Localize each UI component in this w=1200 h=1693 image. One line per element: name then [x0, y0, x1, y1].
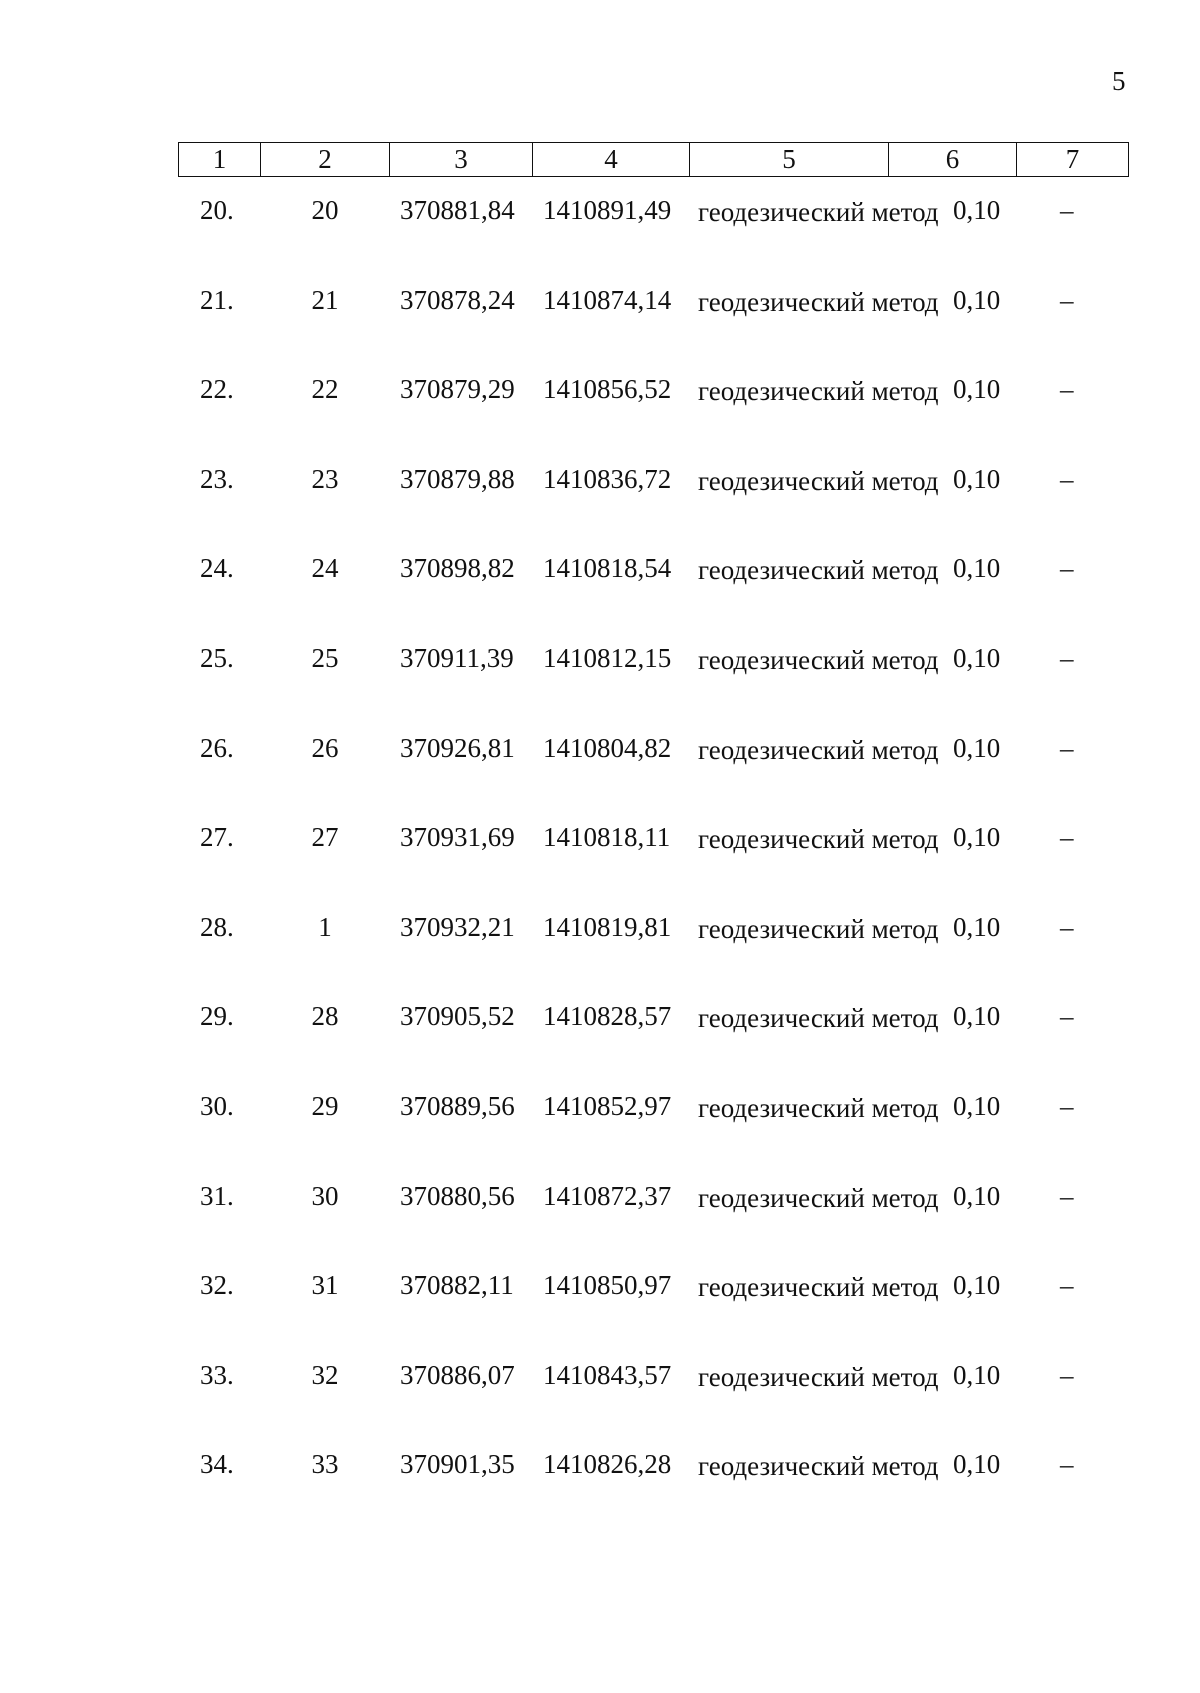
note-cell: – — [1060, 642, 1074, 673]
note-cell: – — [1060, 1449, 1074, 1480]
point-number: 23 — [311, 463, 339, 494]
y-coordinate: 1410891,49 — [543, 195, 672, 225]
determination-method: геодезический метод — [698, 1451, 939, 1482]
point-number: 29 — [311, 1090, 339, 1121]
row-number: 33. — [200, 1359, 234, 1390]
y-coordinate: 1410872,37 — [543, 1180, 672, 1211]
row-number: 31. — [200, 1180, 234, 1211]
point-number: 22 — [311, 374, 339, 405]
table-row — [0, 728, 1200, 818]
header-cell: 3 — [390, 143, 533, 177]
accuracy-value: 0,10 — [953, 642, 1001, 673]
x-coordinate: 370881,84 — [400, 195, 515, 225]
x-coordinate: 370901,35 — [400, 1449, 515, 1480]
page-number: 5 — [1112, 66, 1126, 96]
note-cell: – — [1060, 284, 1074, 315]
y-coordinate: 1410804,82 — [543, 732, 672, 763]
row-number: 21. — [200, 284, 234, 315]
x-coordinate: 370889,56 — [400, 1090, 515, 1121]
determination-method: геодезический метод — [698, 555, 939, 586]
y-coordinate: 1410874,14 — [543, 284, 672, 315]
row-number: 20. — [200, 195, 234, 225]
y-coordinate: 1410819,81 — [543, 911, 672, 942]
x-coordinate: 370886,07 — [400, 1359, 515, 1390]
point-number: 26 — [311, 732, 339, 763]
table-row — [0, 907, 1200, 997]
y-coordinate: 1410843,57 — [543, 1359, 672, 1390]
determination-method: геодезический метод — [698, 1361, 939, 1392]
accuracy-value: 0,10 — [953, 1359, 1001, 1390]
point-number: 20 — [311, 195, 339, 225]
determination-method: геодезический метод — [698, 1182, 939, 1213]
table-row — [0, 1444, 1200, 1534]
note-cell: – — [1060, 1270, 1074, 1301]
y-coordinate: 1410836,72 — [543, 463, 672, 494]
x-coordinate: 370932,21 — [400, 911, 515, 942]
determination-method: геодезический метод — [698, 465, 939, 496]
point-number: 28 — [311, 1001, 339, 1032]
header-cell: 7 — [1017, 143, 1129, 177]
header-cell: 4 — [533, 143, 690, 177]
note-cell: – — [1060, 374, 1074, 405]
row-number: 25. — [200, 642, 234, 673]
accuracy-value: 0,10 — [953, 553, 1001, 584]
x-coordinate: 370905,52 — [400, 1001, 515, 1032]
row-number: 30. — [200, 1090, 234, 1121]
header-cell: 1 — [179, 143, 261, 177]
x-coordinate: 370926,81 — [400, 732, 515, 763]
row-number: 34. — [200, 1449, 234, 1480]
y-coordinate: 1410852,97 — [543, 1090, 672, 1121]
note-cell: – — [1060, 1090, 1074, 1121]
table-row — [0, 548, 1200, 638]
header-cell: 5 — [690, 143, 889, 177]
note-cell: – — [1060, 463, 1074, 494]
accuracy-value: 0,10 — [953, 822, 1001, 853]
table-row — [0, 817, 1200, 907]
y-coordinate: 1410818,54 — [543, 553, 672, 584]
header-cell: 2 — [261, 143, 390, 177]
header-row — [179, 143, 1129, 177]
determination-method: геодезический метод — [698, 376, 939, 407]
table-row — [0, 1265, 1200, 1355]
y-coordinate: 1410818,11 — [543, 822, 671, 853]
table-row — [0, 638, 1200, 728]
determination-method: геодезический метод — [698, 644, 939, 675]
y-coordinate: 1410812,15 — [543, 642, 672, 673]
note-cell: – — [1060, 911, 1074, 942]
x-coordinate: 370878,24 — [400, 284, 515, 315]
table-row — [0, 1086, 1200, 1176]
determination-method: геодезический метод — [698, 1272, 939, 1303]
table-row — [0, 369, 1200, 459]
determination-method: геодезический метод — [698, 734, 939, 765]
point-number: 33 — [311, 1449, 339, 1480]
determination-method: геодезический метод — [698, 1092, 939, 1123]
x-coordinate: 370931,69 — [400, 822, 515, 853]
note-cell: – — [1060, 553, 1074, 584]
x-coordinate: 370898,82 — [400, 553, 515, 584]
accuracy-value: 0,10 — [953, 374, 1001, 405]
point-number: 1 — [318, 911, 332, 942]
table-row — [0, 280, 1200, 370]
row-number: 23. — [200, 463, 234, 494]
note-cell: – — [1060, 1001, 1074, 1032]
coordinates-table-body — [0, 190, 1200, 1534]
accuracy-value: 0,10 — [953, 1270, 1001, 1301]
point-number: 27 — [311, 822, 339, 853]
point-number: 32 — [311, 1359, 339, 1390]
accuracy-value: 0,10 — [953, 284, 1001, 315]
determination-method: геодезический метод — [698, 197, 939, 227]
accuracy-value: 0,10 — [953, 195, 1001, 225]
note-cell: – — [1060, 1359, 1074, 1390]
y-coordinate: 1410850,97 — [543, 1270, 672, 1301]
note-cell: – — [1060, 732, 1074, 763]
row-number: 27. — [200, 822, 234, 853]
y-coordinate: 1410826,28 — [543, 1449, 672, 1480]
determination-method: геодезический метод — [698, 824, 939, 855]
x-coordinate: 370879,29 — [400, 374, 515, 405]
accuracy-value: 0,10 — [953, 1180, 1001, 1211]
table-row — [0, 1176, 1200, 1266]
row-number: 22. — [200, 374, 234, 405]
y-coordinate: 1410828,57 — [543, 1001, 672, 1032]
row-number: 28. — [200, 911, 234, 942]
point-number: 30 — [311, 1180, 339, 1211]
column-number-header — [178, 142, 1129, 177]
point-number: 25 — [311, 642, 339, 673]
point-number: 21 — [311, 284, 339, 315]
determination-method: геодезический метод — [698, 286, 939, 317]
note-cell: – — [1060, 1180, 1074, 1211]
note-cell: – — [1060, 195, 1074, 225]
accuracy-value: 0,10 — [953, 1001, 1001, 1032]
accuracy-value: 0,10 — [953, 463, 1001, 494]
point-number: 31 — [311, 1270, 339, 1301]
table-row — [0, 459, 1200, 549]
accuracy-value: 0,10 — [953, 911, 1001, 942]
accuracy-value: 0,10 — [953, 732, 1001, 763]
x-coordinate: 370879,88 — [400, 463, 515, 494]
x-coordinate: 370882,11 — [400, 1270, 514, 1301]
x-coordinate: 370911,39 — [400, 642, 514, 673]
table-row — [0, 996, 1200, 1086]
table-row — [0, 1355, 1200, 1445]
note-cell: – — [1060, 822, 1074, 853]
point-number: 24 — [311, 553, 339, 584]
row-number: 26. — [200, 732, 234, 763]
accuracy-value: 0,10 — [953, 1090, 1001, 1121]
y-coordinate: 1410856,52 — [543, 374, 672, 405]
row-number: 29. — [200, 1001, 234, 1032]
accuracy-value: 0,10 — [953, 1449, 1001, 1480]
table-row — [0, 190, 1200, 280]
row-number: 32. — [200, 1270, 234, 1301]
x-coordinate: 370880,56 — [400, 1180, 515, 1211]
header-cell: 6 — [889, 143, 1017, 177]
determination-method: геодезический метод — [698, 913, 939, 944]
determination-method: геодезический метод — [698, 1003, 939, 1034]
row-number: 24. — [200, 553, 234, 584]
